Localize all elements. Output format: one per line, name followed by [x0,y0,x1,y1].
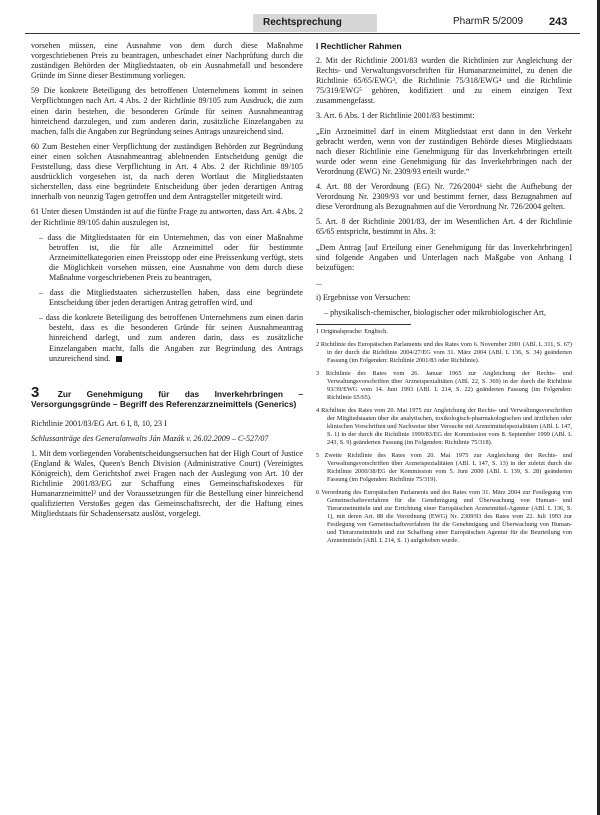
footnote: 4 Richtlinie des Rates vom 20. Mai 1975 zur Angleichung der Rechts- und Verwaltungsvorschriften der Mitgliedstaaten über die analytischen, toxikologisch-pharmakologischen und ärztlichen oder klinischen Vorschriften und Nachweise über Versuche mit Arzneimittelspezialitäten (ABl. L 147, S. 1) in der durch die Richtlinie 1999/83/EG der Kommission vom 8. September 1999 (ABl. L 243, S. 9) geänderten Fassung (im Folgenden: Richtlinie 75/318). [316,407,572,447]
right-column [316,41,572,550]
quote: „Ein Arzneimittel darf in einem Mitgliedstaat erst dann in den Verkehr gebracht werden, wenn von der zuständigen Behörde dieses Mitgliedstaats nach dieser Richtlinie eine Genehmigung für das Inverkehrbringen erteilt wurde oder wenn eine Genehmigung für das Inverkehrbringen nach der Verordnung (EWG) Nr. 2309/93 erteilt wurde.“ [316,126,572,176]
footnote: 5 Zweite Richtlinie des Rates vom 20. Mai 1975 zur Angleichung der Rechts- und Verwaltungsvorschriften über Arzneispezialitäten (ABl. L 147, S. 13) in der zuletzt durch die Richtlinie 2000/38/EG der Kommission vom 5. Juni 2000 (ABl. L 139, S. 28) geänderten Fassung (im Folgenden: Richtlinie 75/319). [316,452,572,484]
paragraph: 5. Art. 8 der Richtlinie 2001/83, der im Wesentlichen Art. 4 der Richtlinie 65/65 entspricht, bestimmt in Abs. 3: [316,217,572,237]
page-number: 243 [549,16,568,28]
paragraph: 60 Zum Bestehen einer Verpflichtung der zuständigen Behörden zur Begründung einer einen solchen Ausnahmeantrag ablehnenden Entscheidung genügt die Feststellung, dass diese Verpflichtung in Art. 4 Abs. 2 der Richtlinie 89/105 ausdrücklich vorgesehen ist, da nach deren Wortlaut die Mitgliedstaaten sicherstellen, dass eine begründete Entscheidung über jeden derartigen Antrag innerhalb von neunzig Tagen getroffen und dem Antragsteller mitgeteilt wird. [31,141,303,202]
dash-item-text: – dass die konkrete Beteiligung des betroffenen Unternehmens zum einen darin besteht, dass es die besonderen Gründe für seinen Ausnahmeantrag hinreichend darlegt, und zum anderen darin, dass es zusätzliche Einzelangaben macht, falls die Angaben zur Begründung des Antrags unzureichend sind. [39,313,303,363]
footnote: 1 Originalsprache: Englisch. [316,328,388,336]
paragraph: 3. Art. 6 Abs. 1 der Richtlinie 2001/83 bestimmt: [316,111,475,121]
end-of-article-mark [116,356,122,362]
paragraph: vorsehen müssen, eine Ausnahme von dem durch diese Maßnahme vorgeschriebenen Preis zu beantragen, unbeschadet einer Nachprüfung durch die zuständigen Behörden der Mitgliedstaaten, ob ein Ausnahmefall und besondere Gründe im Sinne dieser Bestimmung vorliegen. [31,41,303,81]
section-title: Rechtsprechung [263,17,342,28]
footnote: 3 Richtlinie des Rates vom 26. Januar 1965 zur Angleichung der Rechts- und Verwaltungsvorschriften über Arzneispezialitäten (ABl. 22, S. 369) in der durch die Richtlinie 93/39/EWG vom 14. Juni 1993 (ABl. L 214, S. 22) geänderten Fassung (im Folgenden: Richtlinie 65/65). [316,370,572,402]
quote: „Dem Antrag [auf Erteilung einer Genehmigung für das Inverkehrbringen] sind folgende Angaben und Unterlagen nach Maßgabe von Anhang I beizufügen: [316,242,572,272]
directive-reference: Richtlinie 2001/83/EG Art. 6 I, 8, 10, 23 I [31,418,167,428]
footnote: 2 Richtlinie des Europäischen Parlaments und des Rates vom 6. November 2001 (ABl. L 311, S. 67) in der durch die Richtlinie 2004/27/EG vom 31. März 2004 (ABl. L 136, S. 34) geänderten Fassung (im Folgenden: Richtlinie 2001/83 oder Richtlinie). [316,341,572,365]
ellipsis: ... [316,277,323,287]
paragraph: 4. Art. 88 der Verordnung (EG) Nr. 726/2004⁶ sieht die Aufhebung der Verordnung Nr. 2309/93 vor und bestimmt ferner, dass Bezugnahmen auf diese Verordnung als Bezugnahmen auf die Verordnung Nr. 726/2004 gelten. [316,182,572,212]
paragraph: 2. Mit der Richtlinie 2001/83 wurden die Richtlinien zur Angleichung der Rechts- und Verwaltungsvorschriften für Humanarzneimittel, zu denen die Richtlinie 65/65/EWG³, die Richtlinie 75/318/EWG⁴ und die Richtlinie 75/319/EWG⁵ gehören, kodifiziert und zu einem einzigen Text zusammengefasst. [316,56,572,106]
left-column [31,41,303,525]
header-rule [25,33,580,34]
footnote-separator [316,324,411,325]
paragraph: 61 Unter diesen Umständen ist auf die fünfte Frage zu antworten, dass Art. 4 Abs. 2 der Richtlinie 89/105 dahin auszulegen ist, [31,207,303,227]
dash-item [31,313,303,363]
section-heading-text: Zur Genehmigung für das Inverkehrbringen – Versorgungsgründe – Begriff des Referenzarzneimittels (Generics) [31,388,304,409]
section-number: 3 [31,383,40,401]
section-heading [31,383,304,409]
opinion-reference: Schlussanträge des Generalanwalts Ján Mazák v. 26.02.2009 – C-527/07 [31,433,269,443]
list-item: i) Ergebnisse von Versuchen: [316,292,411,302]
journal-issue: PharmR 5/2009 [453,16,524,27]
paragraph: 1. Mit dem vorliegenden Vorabentscheidungsersuchen hat der High Court of Justice (England & Wales, Queen's Bench Division (Administrative Court) (Vereinigtes Königreich), dem Gerichtshof zwei Fragen nach der Auslegung von Art. 10 der Richtlinie 2001/83/EG zur Schaffung eines Gemeinschaftskodexes für Humanarzneimittel² und der Voraussetzungen für die Bestellung einer hinreichend qualifizierten Verstoßes gegen das Gemeinschaftsrecht, der die Haftung eines Mitgliedstaats für Schadensersatz auslöst, vorgelegt. [31,448,303,519]
dash-item: – dass die Mitgliedstaaten für ein Unternehmen, das von einer Maßnahme betroffen ist, die für alle Arzneimittel oder für bestimmte Arzneimittelkategorien einen Preisstopp oder eine Preissenkung verfügt, stets die Möglichkeit vorsehen müssen, eine Ausnahme von dem durch diese Maßnahme vorgeschriebenen Preis zu beantragen, [39,232,303,282]
dash-item: – dass die Mitgliedstaaten sicherzustellen haben, dass eine begründete Entscheidung über jeden derartigen Antrag getroffen wird, und [39,288,303,308]
subsection-heading: I Rechtlicher Rahmen [316,41,402,51]
dash-item: – physikalisch-chemischer, biologischer oder mikrobiologischer Art, [324,307,546,317]
footnote: 6 Verordnung des Europäischen Parlaments und des Rates vom 31. März 2004 zur Festlegung von Gemeinschaftsverfahren für die Genehmigung und Überwachung von Human- und Tierarzneimitteln und zur Errichtung einer Europäischen Arzneimittel-Agentur (ABl. L 136, S. 1), mit deren Art. 88 die Verordnung (EWG) Nr. 2309/93 des Rates vom 22. Juli 1993 zur Festlegung von Gemeinschaftsverfahren für die Genehmigung und Überwachung von Human- und Tierarzneimitteln und zur Schaffung einer Europäischen Agentur für die Beurteilung von Arzneimitteln (ABl. L 214, S. 1) aufgehoben wurde. [316,489,572,545]
paragraph: 59 Die konkrete Beteiligung des betroffenen Unternehmens kommt in seinen Verpflichtungen nach Art. 4 Abs. 2 der Richtlinie 89/105 zum Ausdruck, die zum einen darin bestehen, die besonderen Gründe für seinen Ausnahmeantrag hinreichend darzulegen, und zum anderen darin, zusätzliche Einzelangaben zu machen, falls die Angaben zur Begründung seines Antrags unzureichend sind. [31,86,303,136]
